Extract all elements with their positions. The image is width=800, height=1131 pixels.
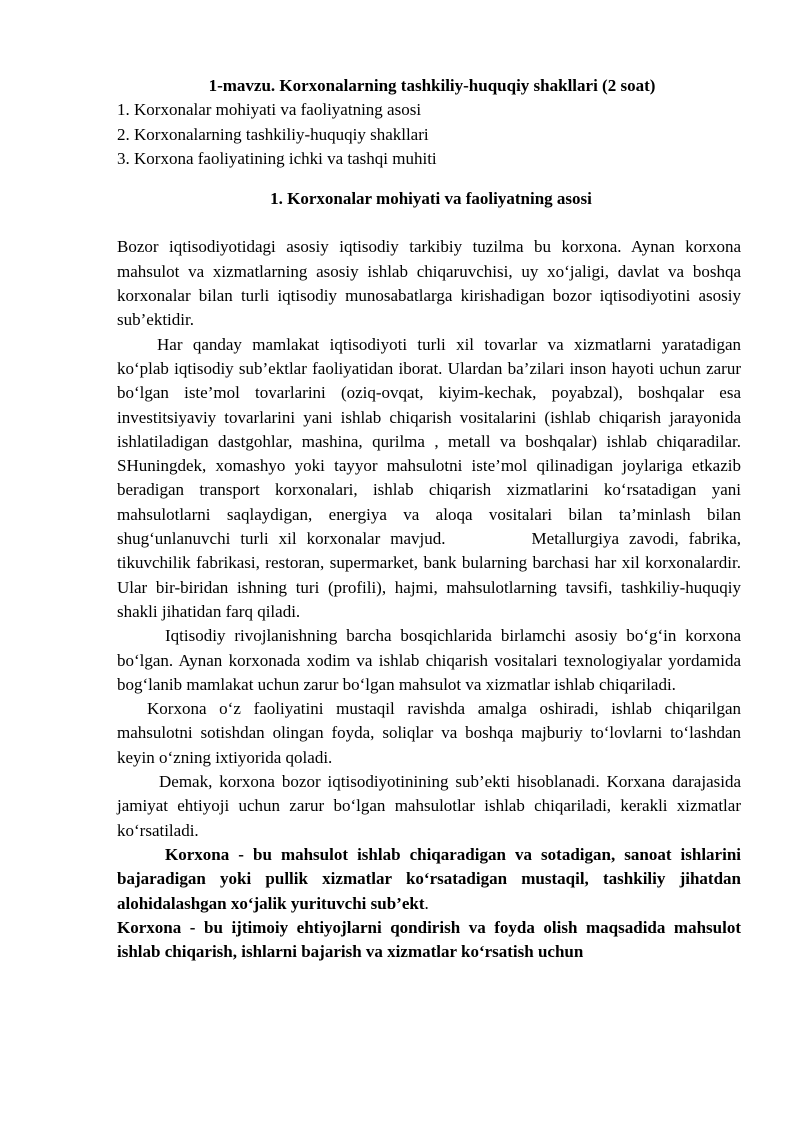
definition-one-text: Korxona - bu mahsulot ishlab chiqaradigan va sotadigan, sanoat ishlarini bajaradigan yoki pullik xizmatlar ko‘rsatadigan mustaqil, tashkiliy jihatdan alohidalashgan xo‘jalik yurituvchi sub’ekt <box>117 844 741 913</box>
outline-item: 2. Korxonalarning tashkiliy-huquqiy shakllari <box>117 124 429 144</box>
paragraph-conclusion: Demak, korxona bozor iqtisodiyotinining sub’ekti hisoblanadi. Korxana darajasida jamiyat ehtiyoji uchun zarur bo‘lgan mahsulotlar ishlab chiqariladi, kerakli xizmatlar ko‘rsatiladi. <box>117 772 741 840</box>
paragraph-independence: Korxona o‘z faoliyatini mustaqil ravishda amalga oshiradi, ishlab chiqarilgan mahsulotni sotishdan olingan foyda, soliqlar va boshqa majburiy to‘lovlarni to‘lashdan keyin o‘zning ixtiyorida qoladi. <box>117 699 741 767</box>
paragraph-development: Iqtisodiy rivojlanishning barcha bosqichlarida birlamchi asosiy bo‘g‘in korxona bo‘lgan. Aynan korxonada xodim va ishlab chiqarish vositalari texnologiyalar yordamida bog‘lanib mamlakat uchun zarur bo‘lgan mahsulot va xizmatlar ishlab chiqariladi. <box>117 626 741 694</box>
section-heading: 1. Korxonalar mohiyati va faoliyatning asosi <box>270 189 592 209</box>
paragraph-intro: Bozor iqtisodiyotidagi asosiy iqtisodiy tarkibiy tuzilma bu korxona. Aynan korxona mahsulot va xizmatlarning asosiy ishlab chiqaruvchisi, uy xo‘jaligi, davlat va boshqa korxonalar bilan turli iqtisodiy munosabatlarga kirishadigan bozor iqtisodiyotini asosiy sub’ektidir. <box>117 237 741 330</box>
page-title: 1-mavzu. Korxonalarning tashkiliy-huquqiy shakllari (2 soat) <box>208 76 656 95</box>
document-page <box>117 74 741 964</box>
outline-item: 3. Korxona faoliyatining ichki va tashqi muhiti <box>117 148 437 168</box>
definition-two: Korxona - bu ijtimoiy ehtiyojlarni qondirish va foyda olish maqsadida mahsulot ishlab chiqarish, ishlarni bajarish va xizmatlar ko‘rsatish uchun <box>117 917 741 962</box>
paragraph-economy-text: Har qanday mamlakat iqtisodiyoti turli xil tovarlar va xizmatlarni yaratadigan ko‘plab iqtisodiy sub’ektlar faoliyatidan iborat. Ulardan ba’zilari inson hayoti uchun zarur bo‘lgan iste’mol tovarlarini (oziq-ovqat, kiyim-kechak, poyabzal), boshqalar esa investitsiyaviy tovarlarini yani ishlab chiqarish vositalarini (ishlab chiqarish jarayonida ishlatiladigan dastgohlar, mashina, qurilma , metall va boshqalar) ishlab chiqaradilar. SHuningdek, xomashyo yoki tayyor mahsulotni iste’mol qilinadigan joylariga etkazib beradigan transport korxonalari, ishlab chiqarish xizmatlarini ko‘rsatadigan yani mahsulotlarni saqlaydigan, energiya va aloqa vositalari bilan ta’minlash bilan shug‘unlanuvchi turli xil korxonalar mavjud. <box>117 334 741 549</box>
outline-item: 1. Korxonalar mohiyati va faoliyatning asosi <box>117 100 422 120</box>
definition-one-period: . <box>424 893 429 913</box>
definition-one <box>117 843 741 916</box>
section-spacer <box>117 211 741 235</box>
paragraph-economy <box>117 333 741 625</box>
paragraph-economy-continued: Metallurgiya zavodi, fabrika, tikuvchilik fabrikasi, restoran, supermarket, bank bularning barchasi har xil korxonalardir. Ular bir-biridan ishning turi (profili), hajmi, mahsulotlarning tavsifi, tashkiliy-huquqiy shakli jihatidan farq qiladi. <box>117 529 742 621</box>
topic-outline <box>117 98 741 171</box>
